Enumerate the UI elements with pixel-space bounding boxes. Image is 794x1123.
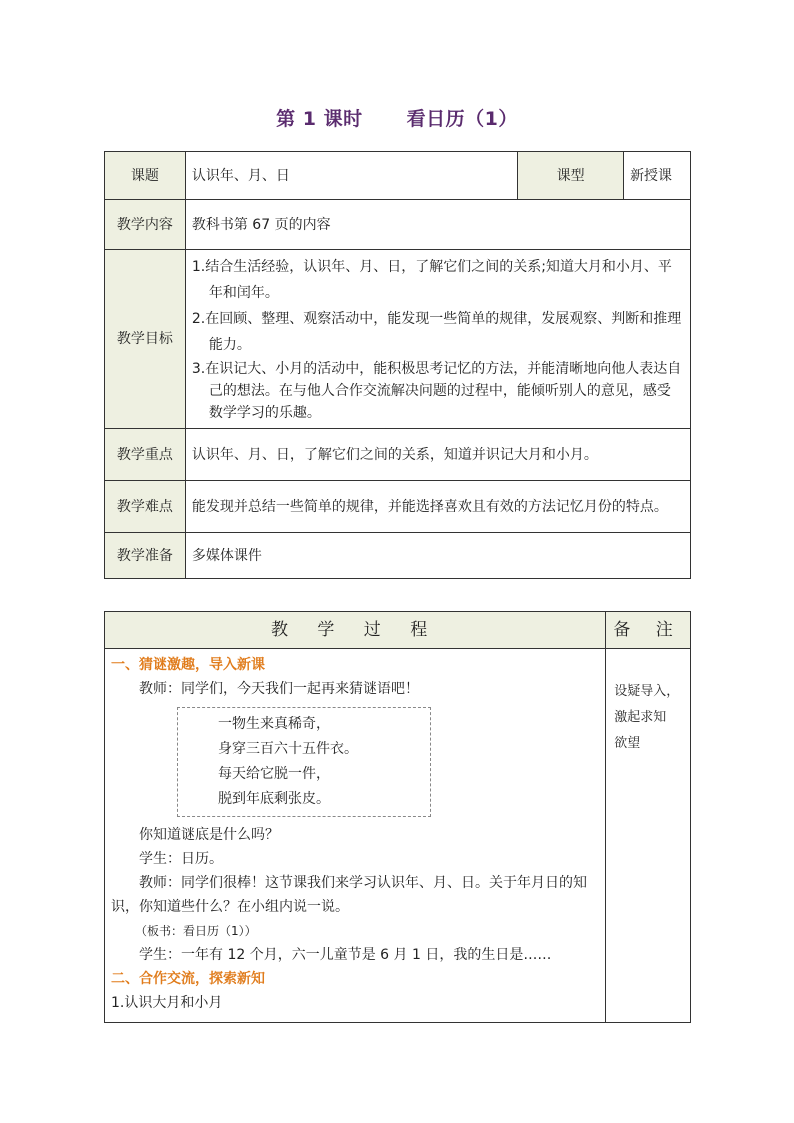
riddle-box [177, 707, 431, 817]
note-line: 欲望 [614, 736, 641, 751]
topic-value: 认识年、月、日 [185, 152, 517, 200]
key-row [105, 429, 691, 481]
lesson-number: 第 1 课时 [276, 108, 363, 130]
lesson-topic: 看日历（1） [406, 108, 518, 130]
objective-item: 1.结合生活经验，认识年、月、日，了解它们之间的关系;知道大月和小月、平年和闰年。 [191, 259, 672, 301]
type-label: 课型 [518, 152, 624, 200]
riddle-line: 一物生来真稀奇， [218, 716, 330, 732]
section-heading: 一、猜谜激趣，导入新课 [111, 657, 265, 673]
process-header-row [105, 612, 691, 649]
type-value: 新授课 [624, 152, 691, 200]
difficulty-value: 能发现并总结一些简单的规律，并能选择喜欢且有效的方法记忆月份的特点。 [185, 481, 690, 533]
subsection-line: 1.认识大月和小月 [111, 995, 223, 1011]
process-header: 教 学 过 程 [105, 612, 606, 649]
teaching-process-table [104, 611, 691, 1023]
objective-list [185, 250, 690, 429]
objective-row [105, 250, 691, 429]
content-row [105, 200, 691, 250]
topic-row [105, 152, 691, 200]
question-line: 你知道谜底是什么吗？ [139, 827, 279, 843]
page-title [0, 104, 794, 131]
key-value: 认识年、月、日，了解它们之间的关系，知道并识记大月和小月。 [185, 429, 690, 481]
riddle-line: 每天给它脱一件， [218, 766, 330, 782]
student-line: 学生：日历。 [139, 851, 223, 867]
objective-label: 教学目标 [105, 250, 186, 429]
student-line: 学生：一年有 12 个月，六一儿童节是 6 月 1 日，我的生日是…… [139, 947, 552, 963]
key-label: 教学重点 [105, 429, 186, 481]
note-line: 激起求知 [614, 710, 667, 725]
lesson-info-table [104, 151, 691, 579]
process-content [105, 649, 606, 1023]
content-value: 教科书第 67 页的内容 [185, 200, 690, 250]
prep-label: 教学准备 [105, 533, 186, 579]
section-heading: 二、合作交流，探索新知 [111, 971, 265, 987]
content-label: 教学内容 [105, 200, 186, 250]
objective-item: 3.在识记大、小月的活动中，能积极思考记忆的方法，并能清晰地向他人表达自己的想法。在与他人合作交流解决问题的过程中，能倾听别人的意见，感受数学学习的乐趣。 [191, 361, 682, 421]
process-body-row [105, 649, 691, 1023]
difficulty-label: 教学难点 [105, 481, 186, 533]
prep-value: 多媒体课件 [185, 533, 690, 579]
topic-label: 课题 [105, 152, 186, 200]
note-content [606, 649, 691, 1023]
riddle-line: 身穿三百六十五件衣。 [218, 741, 358, 757]
difficulty-row [105, 481, 691, 533]
teacher-line: 教师：同学们很棒！这节课我们来学习认识年、月、日。关于年月日的知识，你知道些什么？在小组内说一说。 [111, 875, 587, 915]
riddle-line: 脱到年底剩张皮。 [218, 791, 330, 807]
board-note: （板书：看日历（1）） [135, 924, 257, 938]
note-line: 设疑导入， [614, 684, 680, 699]
objective-item: 2.在回顾、整理、观察活动中，能发现一些简单的规律，发展观察、判断和推理能力。 [191, 311, 682, 353]
prep-row [105, 533, 691, 579]
teacher-line: 教师：同学们，今天我们一起再来猜谜语吧！ [139, 681, 419, 697]
note-header: 备 注 [606, 612, 691, 649]
